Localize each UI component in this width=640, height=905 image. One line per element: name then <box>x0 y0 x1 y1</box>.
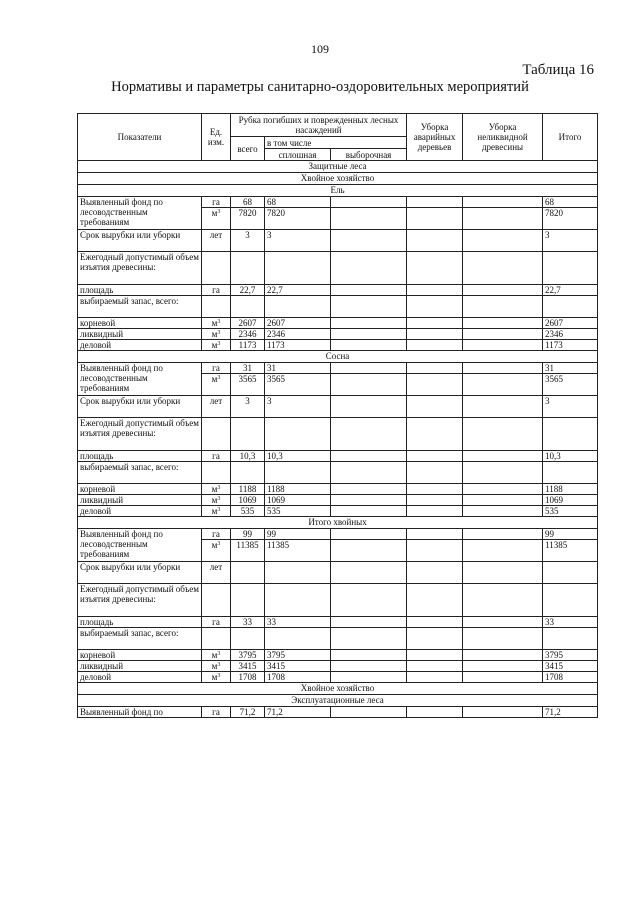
table-row <box>78 650 598 661</box>
table-row <box>78 230 598 252</box>
unit-superscript: 3 <box>217 485 221 491</box>
clear-felling-cell: 3415 <box>265 661 331 672</box>
total-cell <box>543 628 598 650</box>
clear-felling-cell: 71,2 <box>265 707 331 718</box>
unit-superscript: 3 <box>217 541 221 547</box>
unit-superscript: 3 <box>217 330 221 336</box>
illiquid-cell <box>463 584 543 617</box>
selective-felling-cell <box>331 396 407 418</box>
felling-total-cell: 3415 <box>231 661 265 672</box>
felling-total-cell: 10,3 <box>231 451 265 462</box>
unit-cell <box>202 462 231 484</box>
row-label: Выявленный фонд по лесоводственным требованиям <box>78 529 202 562</box>
felling-total-cell: 1188 <box>231 484 265 495</box>
selective-felling-cell <box>331 672 407 683</box>
emergency-cell <box>407 296 463 318</box>
unit-cell <box>202 252 231 285</box>
header-total: Итого <box>543 114 598 161</box>
illiquid-cell <box>463 650 543 661</box>
unit-cell: лет <box>202 230 231 252</box>
table-row <box>78 661 598 672</box>
illiquid-cell <box>463 329 543 340</box>
row-label: выбираемый запас, всего: <box>78 296 202 318</box>
unit-cell <box>202 296 231 318</box>
clear-felling-cell <box>265 584 331 617</box>
felling-total-cell: 2346 <box>231 329 265 340</box>
total-cell: 68 <box>543 197 598 208</box>
illiquid-cell <box>463 617 543 628</box>
emergency-cell <box>407 230 463 252</box>
illiquid-cell <box>463 672 543 683</box>
section-heading: Итого хвойных <box>78 517 598 529</box>
emergency-cell <box>407 318 463 329</box>
unit-superscript: 3 <box>217 375 221 381</box>
selective-felling-cell <box>331 584 407 617</box>
row-label: Выявленный фонд по лесоводственным требованиям <box>78 363 202 396</box>
total-cell <box>543 462 598 484</box>
felling-total-cell: 31 <box>231 363 265 374</box>
table-label: Таблица 16 <box>522 62 594 78</box>
total-cell <box>543 418 598 451</box>
selective-felling-cell <box>331 540 407 562</box>
table-row <box>78 363 598 374</box>
clear-felling-cell: 11385 <box>265 540 331 562</box>
emergency-cell <box>407 363 463 374</box>
section-heading: Хвойное хозяйство <box>78 683 598 695</box>
total-cell: 71,2 <box>543 707 598 718</box>
illiquid-cell <box>463 707 543 718</box>
unit-cell: $м^3$ <box>202 208 231 230</box>
table-row <box>78 462 598 484</box>
section-heading: Хвойное хозяйство <box>78 173 598 185</box>
clear-felling-cell <box>265 418 331 451</box>
unit-cell: $м^3$ <box>202 506 231 517</box>
table-row <box>78 418 598 451</box>
clear-felling-cell: 3 <box>265 230 331 252</box>
table-row <box>78 197 598 208</box>
selective-felling-cell <box>331 285 407 296</box>
felling-total-cell <box>231 462 265 484</box>
section-heading: Защитные леса <box>78 161 598 173</box>
row-label: ликвидный <box>78 329 202 340</box>
table-row <box>78 562 598 584</box>
illiquid-cell <box>463 285 543 296</box>
total-cell <box>543 252 598 285</box>
section-row <box>78 517 598 529</box>
unit-cell: $м^3$ <box>202 374 231 396</box>
unit-cell: $м^3$ <box>202 340 231 351</box>
felling-total-cell: 7820 <box>231 208 265 230</box>
clear-felling-cell <box>265 296 331 318</box>
selective-felling-cell <box>331 329 407 340</box>
table-row <box>78 451 598 462</box>
illiquid-cell <box>463 396 543 418</box>
table-row <box>78 318 598 329</box>
selective-felling-cell <box>331 296 407 318</box>
felling-total-cell: 33 <box>231 617 265 628</box>
clear-felling-cell <box>265 462 331 484</box>
selective-felling-cell <box>331 451 407 462</box>
illiquid-cell <box>463 340 543 351</box>
row-label: Срок вырубки или уборки <box>78 562 202 584</box>
table-row <box>78 628 598 650</box>
selective-felling-cell <box>331 208 407 230</box>
total-cell: 10,3 <box>543 451 598 462</box>
table-row <box>78 529 598 540</box>
clear-felling-cell: 2607 <box>265 318 331 329</box>
felling-total-cell: 71,2 <box>231 707 265 718</box>
total-cell: 3 <box>543 396 598 418</box>
unit-cell: га <box>202 451 231 462</box>
unit-cell: лет <box>202 396 231 418</box>
clear-felling-cell <box>265 252 331 285</box>
selective-felling-cell <box>331 484 407 495</box>
total-cell <box>543 562 598 584</box>
unit-superscript: 3 <box>217 319 221 325</box>
emergency-cell <box>407 374 463 396</box>
table-row <box>78 340 598 351</box>
total-cell: 22,7 <box>543 285 598 296</box>
emergency-cell <box>407 340 463 351</box>
table-row <box>78 296 598 318</box>
clear-felling-cell: 68 <box>265 197 331 208</box>
emergency-cell <box>407 584 463 617</box>
row-label: выбираемый запас, всего: <box>78 462 202 484</box>
total-cell: 1188 <box>543 484 598 495</box>
felling-total-cell <box>231 584 265 617</box>
total-cell: 33 <box>543 617 598 628</box>
row-label: Срок вырубки или уборки <box>78 230 202 252</box>
illiquid-cell <box>463 230 543 252</box>
page-number: 109 <box>311 42 329 56</box>
table-row <box>78 396 598 418</box>
section-row <box>78 351 598 363</box>
unit-cell: $м^3$ <box>202 318 231 329</box>
header-emergency: Уборка аварийных деревьев <box>407 114 463 161</box>
unit-cell: $м^3$ <box>202 484 231 495</box>
illiquid-cell <box>463 628 543 650</box>
header-felling-total: всего <box>231 137 265 161</box>
illiquid-cell <box>463 363 543 374</box>
total-cell: 99 <box>543 529 598 540</box>
illiquid-cell <box>463 418 543 451</box>
total-cell: 535 <box>543 506 598 517</box>
header-indicators: Показатели <box>78 114 202 161</box>
illiquid-cell <box>463 462 543 484</box>
total-cell: 31 <box>543 363 598 374</box>
section-row <box>78 185 598 197</box>
emergency-cell <box>407 252 463 285</box>
felling-total-cell: 11385 <box>231 540 265 562</box>
clear-felling-cell: 3565 <box>265 374 331 396</box>
selective-felling-cell <box>331 650 407 661</box>
row-label: корневой <box>78 484 202 495</box>
felling-total-cell: 2607 <box>231 318 265 329</box>
emergency-cell <box>407 329 463 340</box>
emergency-cell <box>407 396 463 418</box>
total-cell: 3415 <box>543 661 598 672</box>
table-body <box>78 161 598 718</box>
felling-total-cell: 3 <box>231 396 265 418</box>
section-heading: Ель <box>78 185 598 197</box>
unit-cell: лет <box>202 562 231 584</box>
selective-felling-cell <box>331 617 407 628</box>
felling-total-cell <box>231 628 265 650</box>
total-cell: 3 <box>543 230 598 252</box>
row-label: деловой <box>78 340 202 351</box>
selective-felling-cell <box>331 529 407 540</box>
selective-felling-cell <box>331 707 407 718</box>
table-row <box>78 707 598 718</box>
clear-felling-cell: 1188 <box>265 484 331 495</box>
row-label: Выявленный фонд по <box>78 707 202 718</box>
total-cell: 1069 <box>543 495 598 506</box>
emergency-cell <box>407 208 463 230</box>
header-unit: Ед. изм. <box>202 114 231 161</box>
felling-total-cell <box>231 562 265 584</box>
selective-felling-cell <box>331 418 407 451</box>
unit-cell: га <box>202 707 231 718</box>
row-label: выбираемый запас, всего: <box>78 628 202 650</box>
illiquid-cell <box>463 197 543 208</box>
section-row <box>78 173 598 185</box>
row-label: Выявленный фонд по лесоводственным требованиям <box>78 197 202 230</box>
illiquid-cell <box>463 296 543 318</box>
unit-superscript: 3 <box>217 651 221 657</box>
row-label: деловой <box>78 672 202 683</box>
unit-superscript: 3 <box>217 662 221 668</box>
emergency-cell <box>407 661 463 672</box>
total-cell: 3565 <box>543 374 598 396</box>
clear-felling-cell <box>265 628 331 650</box>
clear-felling-cell: 10,3 <box>265 451 331 462</box>
table-row <box>78 329 598 340</box>
selective-felling-cell <box>331 562 407 584</box>
row-label: корневой <box>78 318 202 329</box>
clear-felling-cell: 33 <box>265 617 331 628</box>
row-label: площадь <box>78 617 202 628</box>
illiquid-cell <box>463 451 543 462</box>
felling-total-cell <box>231 296 265 318</box>
unit-superscript: 3 <box>217 209 221 215</box>
row-label: площадь <box>78 451 202 462</box>
row-label: деловой <box>78 506 202 517</box>
selective-felling-cell <box>331 462 407 484</box>
row-label: ликвидный <box>78 495 202 506</box>
felling-total-cell: 1708 <box>231 672 265 683</box>
felling-total-cell: 68 <box>231 197 265 208</box>
clear-felling-cell: 99 <box>265 529 331 540</box>
emergency-cell <box>407 617 463 628</box>
total-cell: 2607 <box>543 318 598 329</box>
header-clear: сплошная <box>265 149 331 161</box>
section-row <box>78 683 598 695</box>
selective-felling-cell <box>331 628 407 650</box>
emergency-cell <box>407 529 463 540</box>
illiquid-cell <box>463 318 543 329</box>
felling-total-cell: 3565 <box>231 374 265 396</box>
section-row <box>78 161 598 173</box>
row-label: Ежегодный допустимый объем изъятия древесины: <box>78 252 202 285</box>
clear-felling-cell: 31 <box>265 363 331 374</box>
clear-felling-cell: 3795 <box>265 650 331 661</box>
illiquid-cell <box>463 540 543 562</box>
clear-felling-cell: 1069 <box>265 495 331 506</box>
felling-total-cell: 22,7 <box>231 285 265 296</box>
unit-superscript: 3 <box>217 341 221 347</box>
table-title: Нормативы и параметры санитарно-оздоровительных мероприятий <box>111 79 529 95</box>
header-felling: Рубка погибших и поврежденных лесных насаждений <box>231 114 407 137</box>
selective-felling-cell <box>331 374 407 396</box>
emergency-cell <box>407 418 463 451</box>
illiquid-cell <box>463 506 543 517</box>
illiquid-cell <box>463 495 543 506</box>
total-cell <box>543 584 598 617</box>
felling-total-cell: 3 <box>231 230 265 252</box>
felling-total-cell: 99 <box>231 529 265 540</box>
unit-cell: га <box>202 285 231 296</box>
selective-felling-cell <box>331 661 407 672</box>
felling-total-cell <box>231 252 265 285</box>
selective-felling-cell <box>331 506 407 517</box>
norms-table <box>77 113 598 718</box>
total-cell: 2346 <box>543 329 598 340</box>
selective-felling-cell <box>331 230 407 252</box>
selective-felling-cell <box>331 318 407 329</box>
clear-felling-cell: 535 <box>265 506 331 517</box>
total-cell: 1173 <box>543 340 598 351</box>
unit-cell: га <box>202 617 231 628</box>
section-row <box>78 695 598 707</box>
emergency-cell <box>407 285 463 296</box>
table-row <box>78 672 598 683</box>
illiquid-cell <box>463 529 543 540</box>
total-cell <box>543 296 598 318</box>
illiquid-cell <box>463 374 543 396</box>
felling-total-cell: 3795 <box>231 650 265 661</box>
unit-superscript: 3 <box>217 673 221 679</box>
selective-felling-cell <box>331 495 407 506</box>
row-label: Ежегодный допустимый объем изъятия древесины: <box>78 584 202 617</box>
clear-felling-cell: 3 <box>265 396 331 418</box>
unit-cell <box>202 584 231 617</box>
emergency-cell <box>407 650 463 661</box>
total-cell: 7820 <box>543 208 598 230</box>
table-row <box>78 584 598 617</box>
clear-felling-cell <box>265 562 331 584</box>
unit-cell: га <box>202 529 231 540</box>
row-label: Срок вырубки или уборки <box>78 396 202 418</box>
unit-cell: га <box>202 197 231 208</box>
selective-felling-cell <box>331 197 407 208</box>
emergency-cell <box>407 462 463 484</box>
header-illiquid: Уборка неликвидной древесины <box>463 114 543 161</box>
table-row <box>78 484 598 495</box>
felling-total-cell <box>231 418 265 451</box>
emergency-cell <box>407 628 463 650</box>
unit-cell: га <box>202 363 231 374</box>
table-row <box>78 285 598 296</box>
illiquid-cell <box>463 562 543 584</box>
unit-cell <box>202 418 231 451</box>
clear-felling-cell: 7820 <box>265 208 331 230</box>
unit-cell: $м^3$ <box>202 672 231 683</box>
clear-felling-cell: 1173 <box>265 340 331 351</box>
emergency-cell <box>407 540 463 562</box>
header-including: в том числе <box>265 137 407 149</box>
section-heading: Эксплуатационные леса <box>78 695 598 707</box>
emergency-cell <box>407 451 463 462</box>
illiquid-cell <box>463 252 543 285</box>
illiquid-cell <box>463 484 543 495</box>
emergency-cell <box>407 506 463 517</box>
clear-felling-cell: 2346 <box>265 329 331 340</box>
total-cell: 11385 <box>543 540 598 562</box>
emergency-cell <box>407 672 463 683</box>
total-cell: 1708 <box>543 672 598 683</box>
felling-total-cell: 1069 <box>231 495 265 506</box>
unit-cell: $м^3$ <box>202 329 231 340</box>
table-row <box>78 506 598 517</box>
table-row <box>78 252 598 285</box>
emergency-cell <box>407 707 463 718</box>
emergency-cell <box>407 484 463 495</box>
illiquid-cell <box>463 208 543 230</box>
clear-felling-cell: 22,7 <box>265 285 331 296</box>
unit-cell: $м^3$ <box>202 650 231 661</box>
table-header <box>78 114 598 161</box>
row-label: площадь <box>78 285 202 296</box>
clear-felling-cell: 1708 <box>265 672 331 683</box>
total-cell: 3795 <box>543 650 598 661</box>
unit-cell: $м^3$ <box>202 540 231 562</box>
illiquid-cell <box>463 661 543 672</box>
unit-cell: $м^3$ <box>202 495 231 506</box>
selective-felling-cell <box>331 252 407 285</box>
unit-superscript: 3 <box>217 496 221 502</box>
table-row <box>78 495 598 506</box>
selective-felling-cell <box>331 340 407 351</box>
section-heading: Сосна <box>78 351 598 363</box>
selective-felling-cell <box>331 363 407 374</box>
unit-superscript: 3 <box>217 507 221 513</box>
header-selective: выборочная <box>331 149 407 161</box>
emergency-cell <box>407 197 463 208</box>
felling-total-cell: 535 <box>231 506 265 517</box>
felling-total-cell: 1173 <box>231 340 265 351</box>
unit-cell <box>202 628 231 650</box>
unit-cell: $м^3$ <box>202 661 231 672</box>
row-label: Ежегодный допустимый объем изъятия древесины: <box>78 418 202 451</box>
emergency-cell <box>407 562 463 584</box>
emergency-cell <box>407 495 463 506</box>
table-row <box>78 617 598 628</box>
row-label: ликвидный <box>78 661 202 672</box>
row-label: корневой <box>78 650 202 661</box>
